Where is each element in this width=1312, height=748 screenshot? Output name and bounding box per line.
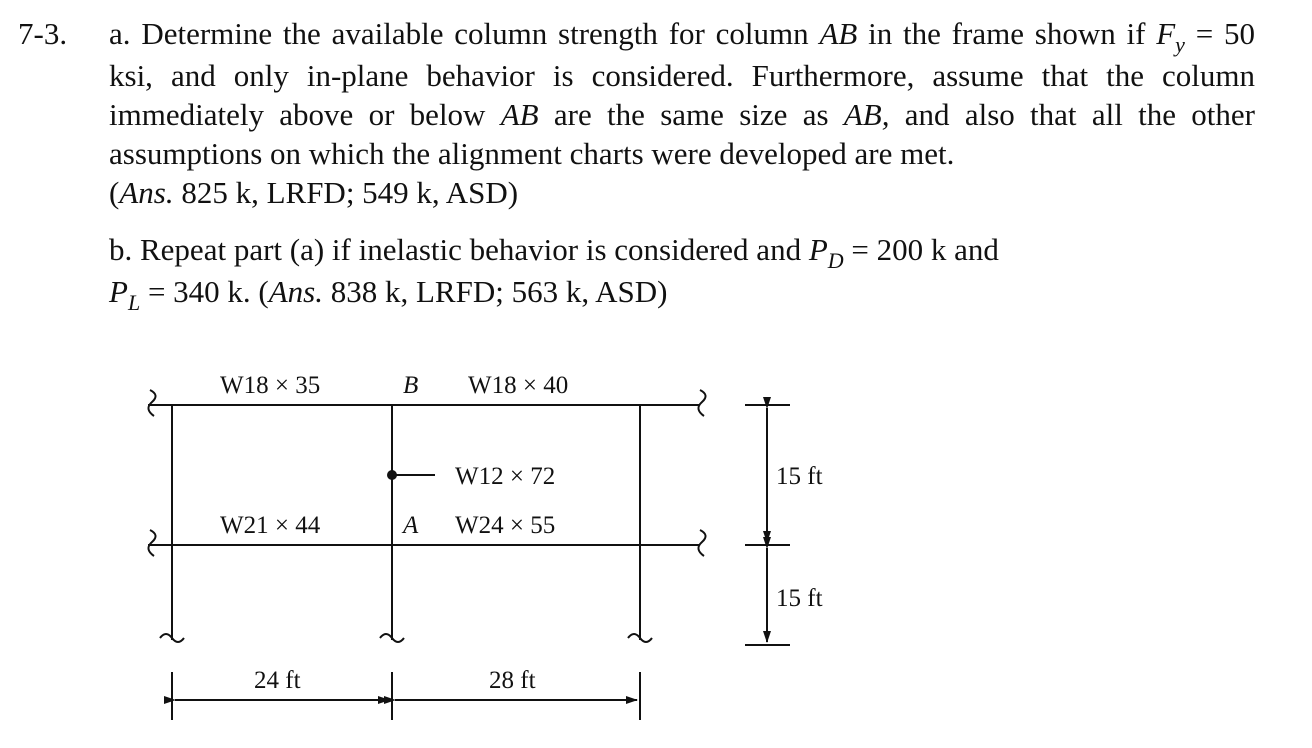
- part-a-answer: (Ans. 825 k, LRFD; 549 k, ASD): [109, 175, 519, 210]
- break-symbol-top-left: [148, 390, 155, 416]
- joint-a-label: A: [403, 512, 419, 539]
- problem-number: 7-3.: [18, 16, 68, 51]
- break-symbol-mid-right: [698, 530, 705, 556]
- story-height-bottom: 15 ft: [776, 585, 823, 612]
- part-b-text: b. Repeat part (a) if inelastic behavior is considered and $P_D = 200$ k and $P_L = 340$ k. (Ans. 838 k, LRFD; 563 k, ASD): [109, 232, 999, 315]
- span-left-label: 24 ft: [254, 667, 301, 694]
- column-size-label: W12 × 72: [455, 463, 556, 490]
- top-left-beam-label: W18 × 35: [220, 372, 321, 399]
- part-b-label: b.: [109, 232, 133, 267]
- top-right-beam-label: W18 × 40: [468, 372, 569, 399]
- column-label-dot: [387, 470, 397, 480]
- story-height-top: 15 ft: [776, 463, 823, 490]
- span-right-label: 28 ft: [489, 667, 536, 694]
- part-a-label: a.: [109, 16, 131, 51]
- break-symbol-mid-left: [148, 530, 155, 556]
- part-b-answer: Ans.: [268, 274, 323, 309]
- part-a-text: a. Determine the available column strength for column AB in the frame shown if $F_y = 50$ ksi, and only in-plane behavior is considered. Furthermore, assume that the column immediately above or below AB are the same size as AB, and also that all the other assumptions on which the alignment charts were developed are met. (Ans. 825 k, LRFD; 549 k, ASD): [109, 16, 1256, 210]
- joint-b-label: B: [403, 372, 419, 399]
- mid-right-beam-label: W24 × 55: [455, 512, 556, 539]
- break-symbol-top-right: [698, 390, 705, 416]
- mid-left-beam-label: W21 × 44: [220, 512, 321, 539]
